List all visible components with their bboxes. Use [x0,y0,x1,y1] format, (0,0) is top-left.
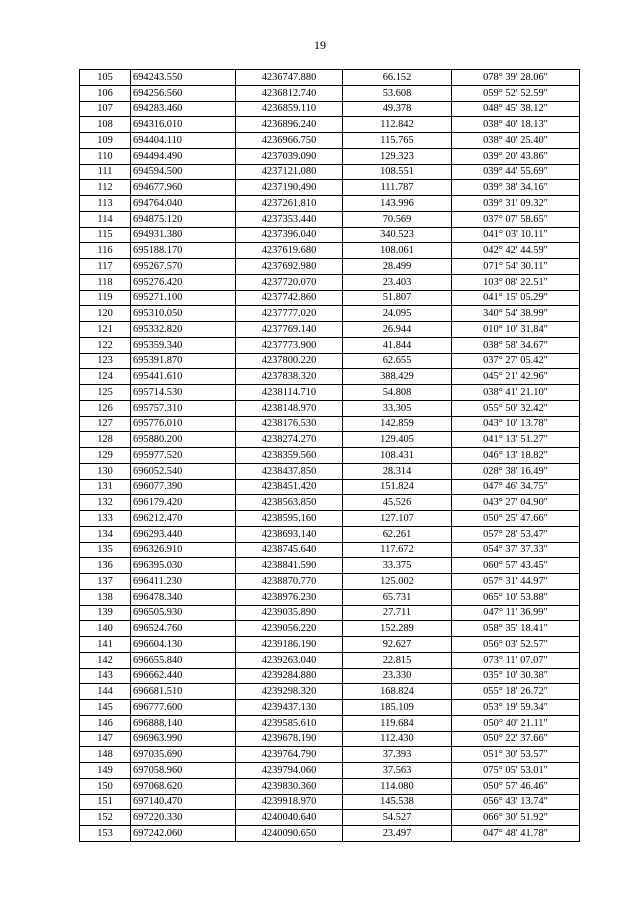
y-coordinate-cell: 4238693.140 [236,526,343,542]
x-coordinate-cell: 697220.330 [131,810,236,826]
bearing-cell: 056° 43' 13.74" [452,794,580,810]
table-row [80,684,580,700]
x-coordinate-cell: 695757.310 [131,400,236,416]
point-number-cell: 111 [80,164,131,180]
bearing-cell: 047° 46' 34.75" [452,479,580,495]
y-coordinate-cell: 4238437.850 [236,463,343,479]
bearing-cell: 066° 30' 51.92" [452,810,580,826]
bearing-cell: 060° 57' 43.45" [452,558,580,574]
bearing-cell: 038° 40' 25.40" [452,133,580,149]
x-coordinate-cell: 696777.600 [131,700,236,716]
x-coordinate-cell: 696888.140 [131,715,236,731]
y-coordinate-cell: 4239437.130 [236,700,343,716]
coordinates-table [79,69,580,842]
y-coordinate-cell: 4237692.980 [236,259,343,275]
y-coordinate-cell: 4239035.890 [236,605,343,621]
point-number-cell: 139 [80,605,131,621]
y-coordinate-cell: 4238176.530 [236,416,343,432]
distance-cell: 62.655 [343,353,452,369]
bearing-cell: 103° 08' 22.51" [452,274,580,290]
bearing-cell: 037° 27' 05.42" [452,353,580,369]
point-number-cell: 149 [80,763,131,779]
table-row [80,133,580,149]
y-coordinate-cell: 4239585.610 [236,715,343,731]
point-number-cell: 152 [80,810,131,826]
bearing-cell: 340° 54' 38.99" [452,306,580,322]
y-coordinate-cell: 4239794.060 [236,763,343,779]
distance-cell: 115.765 [343,133,452,149]
x-coordinate-cell: 694594.500 [131,164,236,180]
bearing-cell: 065° 10' 53.88" [452,589,580,605]
distance-cell: 112.842 [343,117,452,133]
distance-cell: 23.403 [343,274,452,290]
y-coordinate-cell: 4238595.160 [236,511,343,527]
distance-cell: 28.499 [343,259,452,275]
bearing-cell: 039° 38' 34.16" [452,180,580,196]
x-coordinate-cell: 695880.200 [131,432,236,448]
table-row [80,637,580,653]
distance-cell: 108.061 [343,243,452,259]
distance-cell: 111.787 [343,180,452,196]
distance-cell: 66.152 [343,70,452,86]
point-number-cell: 110 [80,148,131,164]
y-coordinate-cell: 4238976.230 [236,589,343,605]
table-row [80,621,580,637]
x-coordinate-cell: 695271.100 [131,290,236,306]
table-row [80,715,580,731]
y-coordinate-cell: 4240090.650 [236,826,343,842]
table-row [80,542,580,558]
bearing-cell: 054° 37' 37.33" [452,542,580,558]
distance-cell: 92.627 [343,637,452,653]
table-row [80,448,580,464]
point-number-cell: 141 [80,637,131,653]
y-coordinate-cell: 4237769.140 [236,322,343,338]
distance-cell: 143.996 [343,196,452,212]
point-number-cell: 124 [80,369,131,385]
bearing-cell: 043° 27' 04.90" [452,495,580,511]
table-row [80,463,580,479]
y-coordinate-cell: 4238563.850 [236,495,343,511]
distance-cell: 125.002 [343,574,452,590]
y-coordinate-cell: 4239830.360 [236,778,343,794]
x-coordinate-cell: 696326.910 [131,542,236,558]
y-coordinate-cell: 4236859.110 [236,101,343,117]
x-coordinate-cell: 695359.340 [131,337,236,353]
y-coordinate-cell: 4239284.880 [236,668,343,684]
y-coordinate-cell: 4238114.710 [236,385,343,401]
y-coordinate-cell: 4237261.810 [236,196,343,212]
table-row [80,369,580,385]
x-coordinate-cell: 694256.560 [131,85,236,101]
table-row [80,290,580,306]
point-number-cell: 150 [80,778,131,794]
y-coordinate-cell: 4237190.490 [236,180,343,196]
bearing-cell: 056° 03' 52.57" [452,637,580,653]
x-coordinate-cell: 694494.490 [131,148,236,164]
x-coordinate-cell: 694283.460 [131,101,236,117]
bearing-cell: 057° 31' 44.97" [452,574,580,590]
bearing-cell: 038° 41' 21.10" [452,385,580,401]
distance-cell: 129.323 [343,148,452,164]
table-row [80,652,580,668]
x-coordinate-cell: 696963.990 [131,731,236,747]
table-row [80,700,580,716]
x-coordinate-cell: 696524.760 [131,621,236,637]
y-coordinate-cell: 4237720.070 [236,274,343,290]
distance-cell: 185.109 [343,700,452,716]
y-coordinate-cell: 4239186.190 [236,637,343,653]
table-row [80,511,580,527]
table-row [80,574,580,590]
x-coordinate-cell: 696681.510 [131,684,236,700]
y-coordinate-cell: 4236966.750 [236,133,343,149]
table-row [80,148,580,164]
table-row [80,763,580,779]
y-coordinate-cell: 4239263.040 [236,652,343,668]
point-number-cell: 123 [80,353,131,369]
y-coordinate-cell: 4237121.080 [236,164,343,180]
x-coordinate-cell: 695441.610 [131,369,236,385]
y-coordinate-cell: 4237396.040 [236,227,343,243]
distance-cell: 49.378 [343,101,452,117]
x-coordinate-cell: 696293.440 [131,526,236,542]
point-number-cell: 151 [80,794,131,810]
y-coordinate-cell: 4238841.590 [236,558,343,574]
bearing-cell: 042° 42' 44.59" [452,243,580,259]
point-number-cell: 119 [80,290,131,306]
point-number-cell: 143 [80,668,131,684]
y-coordinate-cell: 4239678.190 [236,731,343,747]
point-number-cell: 126 [80,400,131,416]
point-number-cell: 135 [80,542,131,558]
table-row [80,259,580,275]
point-number-cell: 145 [80,700,131,716]
table-row [80,810,580,826]
distance-cell: 129.405 [343,432,452,448]
x-coordinate-cell: 695391.870 [131,353,236,369]
point-number-cell: 125 [80,385,131,401]
distance-cell: 54.808 [343,385,452,401]
bearing-cell: 047° 11' 36.99" [452,605,580,621]
distance-cell: 33.375 [343,558,452,574]
bearing-cell: 050° 22' 37.66" [452,731,580,747]
table-row [80,495,580,511]
distance-cell: 23.497 [343,826,452,842]
x-coordinate-cell: 695267.570 [131,259,236,275]
bearing-cell: 078° 39' 28.06" [452,70,580,86]
table-row [80,164,580,180]
y-coordinate-cell: 4238359.560 [236,448,343,464]
x-coordinate-cell: 696655.840 [131,652,236,668]
distance-cell: 27.711 [343,605,452,621]
x-coordinate-cell: 694316.010 [131,117,236,133]
distance-cell: 70.569 [343,211,452,227]
table-row [80,778,580,794]
x-coordinate-cell: 694764.040 [131,196,236,212]
distance-cell: 37.393 [343,747,452,763]
y-coordinate-cell: 4239298.320 [236,684,343,700]
y-coordinate-cell: 4238870.770 [236,574,343,590]
distance-cell: 127.107 [343,511,452,527]
point-number-cell: 138 [80,589,131,605]
x-coordinate-cell: 694875.120 [131,211,236,227]
distance-cell: 114.080 [343,778,452,794]
distance-cell: 41.844 [343,337,452,353]
table-row [80,85,580,101]
table-row [80,196,580,212]
table-row [80,589,580,605]
distance-cell: 117.672 [343,542,452,558]
x-coordinate-cell: 694677.960 [131,180,236,196]
bearing-cell: 075° 05' 53.01" [452,763,580,779]
point-number-cell: 107 [80,101,131,117]
table-row [80,353,580,369]
distance-cell: 51.807 [343,290,452,306]
point-number-cell: 153 [80,826,131,842]
x-coordinate-cell: 696212.470 [131,511,236,527]
y-coordinate-cell: 4239764.790 [236,747,343,763]
point-number-cell: 147 [80,731,131,747]
y-coordinate-cell: 4237800.220 [236,353,343,369]
table-row [80,558,580,574]
point-number-cell: 148 [80,747,131,763]
bearing-cell: 048° 45' 38.12" [452,101,580,117]
distance-cell: 108.431 [343,448,452,464]
x-coordinate-cell: 697140.470 [131,794,236,810]
table-row [80,180,580,196]
bearing-cell: 045° 21' 42.96" [452,369,580,385]
point-number-cell: 146 [80,715,131,731]
table-row [80,70,580,86]
distance-cell: 33.305 [343,400,452,416]
x-coordinate-cell: 696505.930 [131,605,236,621]
bearing-cell: 055° 50' 32.42" [452,400,580,416]
table-row [80,826,580,842]
point-number-cell: 127 [80,416,131,432]
x-coordinate-cell: 696052.540 [131,463,236,479]
point-number-cell: 133 [80,511,131,527]
bearing-cell: 039° 20' 43.86" [452,148,580,164]
point-number-cell: 129 [80,448,131,464]
table-row [80,227,580,243]
bearing-cell: 041° 15' 05.29" [452,290,580,306]
x-coordinate-cell: 697058.960 [131,763,236,779]
x-coordinate-cell: 696411.230 [131,574,236,590]
y-coordinate-cell: 4238451.420 [236,479,343,495]
y-coordinate-cell: 4239056.220 [236,621,343,637]
bearing-cell: 051° 30' 53.57" [452,747,580,763]
point-number-cell: 114 [80,211,131,227]
table-row [80,731,580,747]
distance-cell: 23.330 [343,668,452,684]
point-number-cell: 105 [80,70,131,86]
table-row [80,432,580,448]
bearing-cell: 043° 10' 13.78" [452,416,580,432]
table-row [80,306,580,322]
bearing-cell: 041° 03' 10.11" [452,227,580,243]
x-coordinate-cell: 695310.050 [131,306,236,322]
point-number-cell: 112 [80,180,131,196]
point-number-cell: 128 [80,432,131,448]
y-coordinate-cell: 4238148.970 [236,400,343,416]
x-coordinate-cell: 694243.550 [131,70,236,86]
bearing-cell: 028° 38' 16.49" [452,463,580,479]
point-number-cell: 121 [80,322,131,338]
y-coordinate-cell: 4237039.090 [236,148,343,164]
x-coordinate-cell: 695776.010 [131,416,236,432]
distance-cell: 168.824 [343,684,452,700]
point-number-cell: 113 [80,196,131,212]
table-row [80,274,580,290]
table-row [80,385,580,401]
point-number-cell: 137 [80,574,131,590]
table-row [80,668,580,684]
bearing-cell: 037° 07' 58.65" [452,211,580,227]
bearing-cell: 055° 18' 26.72" [452,684,580,700]
table-row [80,747,580,763]
bearing-cell: 050° 57' 46.46" [452,778,580,794]
y-coordinate-cell: 4237353.440 [236,211,343,227]
distance-cell: 152.289 [343,621,452,637]
coordinates-table-body [80,70,580,842]
y-coordinate-cell: 4237777.020 [236,306,343,322]
y-coordinate-cell: 4237619.680 [236,243,343,259]
x-coordinate-cell: 696604.130 [131,637,236,653]
bearing-cell: 039° 31' 09.32" [452,196,580,212]
bearing-cell: 071° 54' 30.11" [452,259,580,275]
distance-cell: 28.314 [343,463,452,479]
x-coordinate-cell: 695276.420 [131,274,236,290]
bearing-cell: 057° 28' 53.47" [452,526,580,542]
y-coordinate-cell: 4236747.880 [236,70,343,86]
table-row [80,794,580,810]
bearing-cell: 046° 13' 18.82" [452,448,580,464]
bearing-cell: 035° 10' 30.38" [452,668,580,684]
y-coordinate-cell: 4237838.320 [236,369,343,385]
distance-cell: 388.429 [343,369,452,385]
bearing-cell: 073° 11' 07.07" [452,652,580,668]
point-number-cell: 118 [80,274,131,290]
x-coordinate-cell: 695188.170 [131,243,236,259]
table-row [80,117,580,133]
bearing-cell: 010° 10' 31.84" [452,322,580,338]
x-coordinate-cell: 697035.690 [131,747,236,763]
point-number-cell: 134 [80,526,131,542]
bearing-cell: 039° 44' 55.69" [452,164,580,180]
bearing-cell: 050° 25' 47.66" [452,511,580,527]
distance-cell: 37.563 [343,763,452,779]
table-row [80,243,580,259]
point-number-cell: 144 [80,684,131,700]
point-number-cell: 140 [80,621,131,637]
bearing-cell: 038° 40' 18.13" [452,117,580,133]
x-coordinate-cell: 696662.440 [131,668,236,684]
distance-cell: 151.824 [343,479,452,495]
page-number: 19 [314,38,326,52]
point-number-cell: 131 [80,479,131,495]
point-number-cell: 108 [80,117,131,133]
x-coordinate-cell: 695714.530 [131,385,236,401]
distance-cell: 24.095 [343,306,452,322]
point-number-cell: 120 [80,306,131,322]
distance-cell: 108.551 [343,164,452,180]
table-row [80,337,580,353]
table-row [80,526,580,542]
x-coordinate-cell: 697068.620 [131,778,236,794]
y-coordinate-cell: 4238274.270 [236,432,343,448]
bearing-cell: 053° 19' 59.34" [452,700,580,716]
point-number-cell: 117 [80,259,131,275]
point-number-cell: 130 [80,463,131,479]
bearing-cell: 047° 48' 41.78" [452,826,580,842]
x-coordinate-cell: 694931.380 [131,227,236,243]
y-coordinate-cell: 4239918.970 [236,794,343,810]
distance-cell: 340.523 [343,227,452,243]
x-coordinate-cell: 696478.340 [131,589,236,605]
y-coordinate-cell: 4238745.640 [236,542,343,558]
table-row [80,416,580,432]
distance-cell: 53.608 [343,85,452,101]
y-coordinate-cell: 4237773.900 [236,337,343,353]
x-coordinate-cell: 696179.420 [131,495,236,511]
bearing-cell: 038° 58' 34.67" [452,337,580,353]
bearing-cell: 059° 52' 52.59" [452,85,580,101]
x-coordinate-cell: 694404.110 [131,133,236,149]
distance-cell: 142.859 [343,416,452,432]
distance-cell: 112.430 [343,731,452,747]
table-row [80,479,580,495]
distance-cell: 22.815 [343,652,452,668]
x-coordinate-cell: 696077.390 [131,479,236,495]
bearing-cell: 050° 40' 21.11" [452,715,580,731]
point-number-cell: 136 [80,558,131,574]
distance-cell: 45.526 [343,495,452,511]
point-number-cell: 132 [80,495,131,511]
point-number-cell: 116 [80,243,131,259]
distance-cell: 26.944 [343,322,452,338]
table-row [80,322,580,338]
point-number-cell: 106 [80,85,131,101]
point-number-cell: 142 [80,652,131,668]
distance-cell: 65.731 [343,589,452,605]
x-coordinate-cell: 695977.520 [131,448,236,464]
point-number-cell: 115 [80,227,131,243]
y-coordinate-cell: 4237742.860 [236,290,343,306]
distance-cell: 145.538 [343,794,452,810]
table-row [80,400,580,416]
x-coordinate-cell: 697242.060 [131,826,236,842]
bearing-cell: 058° 35' 18.41" [452,621,580,637]
y-coordinate-cell: 4236812.740 [236,85,343,101]
distance-cell: 62.261 [343,526,452,542]
x-coordinate-cell: 695332.820 [131,322,236,338]
distance-cell: 54.527 [343,810,452,826]
table-row [80,605,580,621]
y-coordinate-cell: 4236896.240 [236,117,343,133]
point-number-cell: 109 [80,133,131,149]
table-row [80,101,580,117]
x-coordinate-cell: 696395.030 [131,558,236,574]
point-number-cell: 122 [80,337,131,353]
y-coordinate-cell: 4240040.640 [236,810,343,826]
distance-cell: 119.684 [343,715,452,731]
bearing-cell: 041° 13' 51.27" [452,432,580,448]
table-row [80,211,580,227]
